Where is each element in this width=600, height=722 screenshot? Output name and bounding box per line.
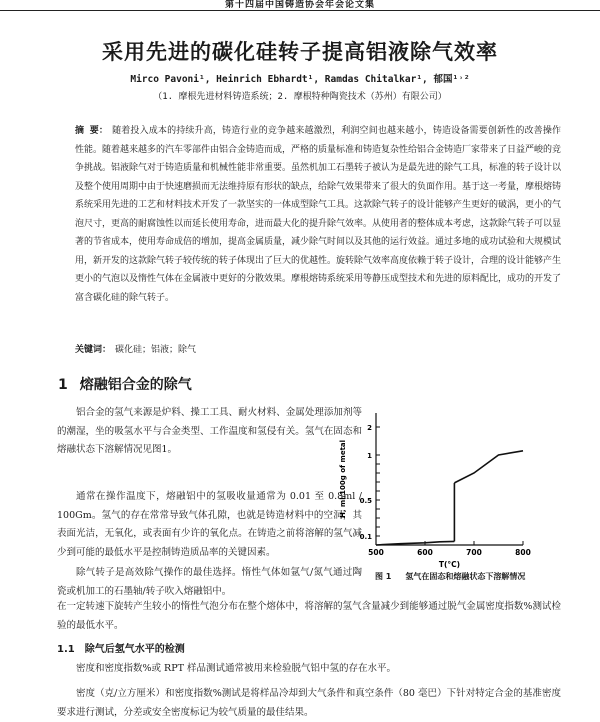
affiliation: （1. 摩根先进材料铸造系统；2. 摩根特种陶瓷技术（苏州）有限公司） (153, 92, 447, 102)
y-tick-label: 2 (367, 424, 372, 432)
y-axis-label: H, ml/100g of metal (339, 439, 347, 519)
x-tick-label: 700 (466, 548, 482, 557)
paragraph-2: 通常在操作温度下，熔融铝中的氢吸收量通常为 0.01 至 0.8ml / 100Gm。氢气的存在常常导致气体孔隙，也就是铸造材料中的空洞，其表面光洁，无氧化，或表面有少许的氧化点。在铸造之前将溶解的氢气减少到可能的最低水平是控制铸造质品率的关键因素。 (57, 491, 362, 558)
figure-caption-text: 氢气在固态和熔融状态下溶解情况 (405, 572, 526, 581)
figure-caption (375, 571, 575, 582)
hydrogen-solubility-chart (333, 405, 543, 570)
series-line-melt (454, 451, 523, 483)
section-number: 1 (58, 377, 68, 393)
subsection-title: 除气后氢气水平的检测 (84, 644, 185, 655)
x-tick-label: 600 (417, 548, 433, 557)
subsection-number: 1.1 (57, 644, 75, 655)
paper-title: 采用先进的碳化硅转子提高铝液除气效率 (102, 40, 498, 64)
y-tick-label: 1 (367, 452, 372, 460)
paragraph-3b: 在一定转速下旋转产生较小的惰性气泡分布在整个熔体中，将溶解的氢气含量减少到能够通过脱气金属密度指数%测试检验的最低水平。 (57, 601, 561, 631)
running-header: 第十四届中国铸造协会年会论文集 (0, 0, 600, 11)
keywords-block (75, 342, 561, 355)
y-tick-label: 0.5 (359, 497, 372, 505)
subsection-heading (57, 640, 185, 655)
paragraph-3a: 除气转子是高效除气操作的最佳选择。惰性气体如氩气/氮气通过陶瓷或机加工的石墨轴/转子吹入熔融铝中。 (57, 567, 362, 597)
x-tick-label: 500 (368, 548, 384, 557)
paragraph-1: 铝合金的氢气来源是炉料、操工工具、耐火材料、金属处理添加剂等的潮湿，坐的吸氢水平与合金类型、工作温度和氢侵有关。氢气在固态和熔融状态下溶解情况见图1。 (57, 407, 362, 455)
keywords-label: 关键词： (75, 345, 112, 355)
x-tick-label: 800 (515, 548, 531, 557)
paragraph-5: 密度（克/立方厘米）和密度指数%测试是将样品冷却到大气条件和真空条件（80 毫巴）下针对特定合金的基准密度要求进行测试，分差或安全密度标记为较气质量的最佳结果。 (57, 688, 561, 718)
section-heading (58, 374, 192, 394)
keywords-text: 碳化硅；铝液；除气 (115, 345, 197, 355)
figure-number: 图 1 (375, 572, 392, 581)
section-title: 熔融铝合金的除气 (79, 377, 192, 393)
author-list: Mirco Pavoni¹, Heinrich Ebhardt¹, Ramdas Chitalkar¹, 郁国¹˒² (130, 74, 470, 85)
abstract-text: 随着投入成本的持续升高，铸造行业的竞争越来越激烈，利润空间也越来越小，铸造设备需要创新性的改善操作性能。随着越来越多的汽车零部件由铝合金铸造而成，严格的质量标准和铸造复杂性给铝合金铸造厂家带来了日益严峻的竞争挑战。铝液除气对于铸造质量和机械性能非常重要。虽然机加工石墨转子被认为是最先进的除气工具，标准的转子设计以及整个使用周期中由于快速磨损而无法维持原有形状的缺点，给除气效果带来了很大的负面作用。基于这一考量，摩根熔铸系统采用先进的工艺和材料技术开发了一款坚实的一体成型除气工具。这款除气转子的设计能够产生更好的破涡，更小的气泡尺寸，更高的耐腐蚀性以而延长使用寿命，进而最大化的提升除气效率。从使用者的整体成本考虑，这款除气转子可以显著的节省成本，使用寿命成倍的增加，提高金属质量，减少除气时间以及其他的运行效益。通过多地的成功试验和大规模试用，新开发的这款除气转子较传统的转子体现出了巨大的优越性。旋转除气效率高度依赖于转子设计，合理的设计能够产生更小的气泡以及惰性气体在金属液中更好的分散效果。摩根熔铸系统采用等静压成型技术和先进的原料配比，成功的开发了富含碳化硅的除气转子。 (75, 126, 562, 303)
abstract-label: 摘 要： (75, 126, 109, 136)
x-axis-label: T(°C) (438, 560, 461, 569)
paragraph-4: 密度和密度指数%或 RPT 样品测试通常被用来检验脱气铝中氢的存在水平。 (76, 663, 396, 674)
y-tick-label: 0.1 (359, 533, 372, 541)
abstract-block (75, 122, 561, 307)
